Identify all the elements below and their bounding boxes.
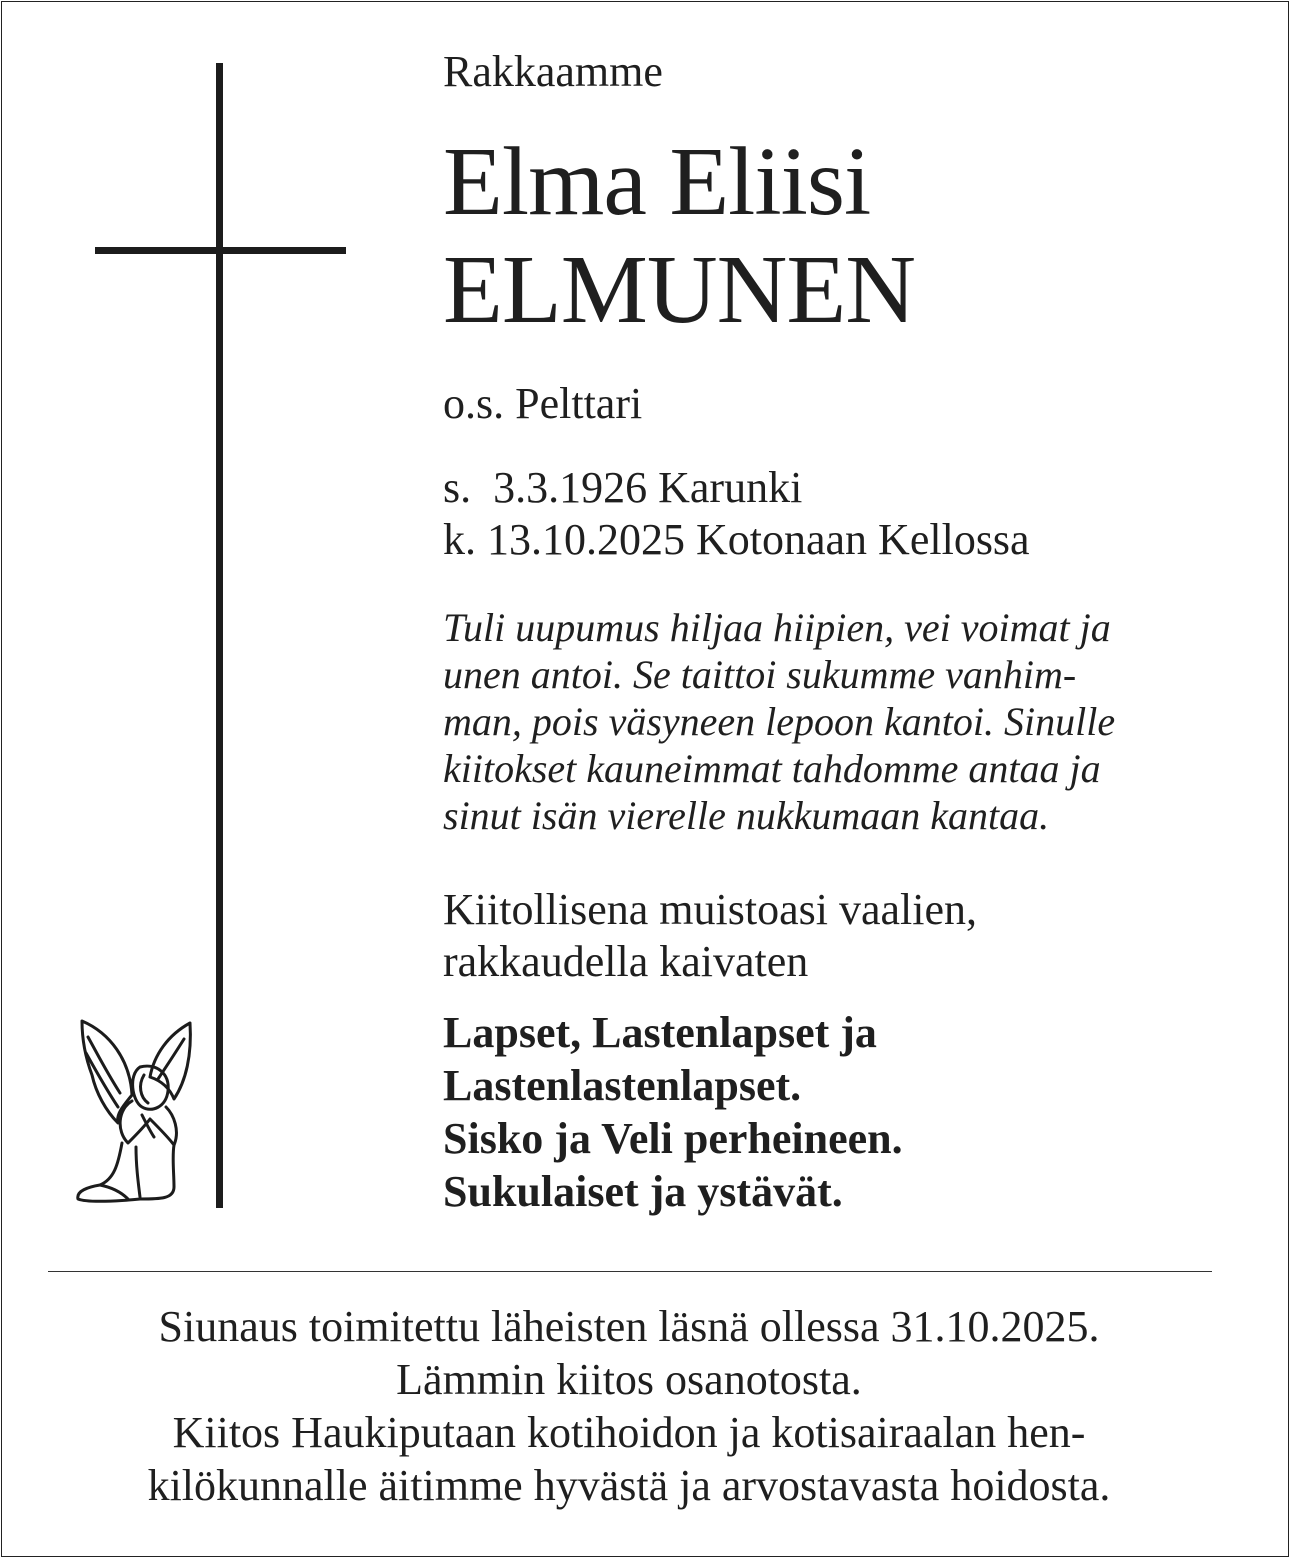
deceased-name bbox=[443, 128, 915, 344]
footer-line: Siunaus toimitettu läheisten läsnä ollessa 31.10.2025. bbox=[158, 1302, 1100, 1351]
mourner-line: Lastenlastenlapset. bbox=[443, 1061, 802, 1110]
mourners-list bbox=[443, 1006, 903, 1218]
poem-line: Tuli uupumus hiljaa hiipien, vei voimat ja bbox=[443, 605, 1111, 650]
mourner-line: Sukulaiset ja ystävät. bbox=[443, 1167, 843, 1216]
death-date: k. 13.10.2025 Kotonaan Kellossa bbox=[443, 515, 1030, 564]
divider bbox=[48, 1271, 1212, 1272]
intro-text: Rakkaamme bbox=[443, 47, 663, 96]
poem-line: man, pois väsyneen lepoon kantoi. Sinulle bbox=[443, 699, 1116, 744]
footer-line: kilökunnalle äitimme hyvästä ja arvostavasta hoidosta. bbox=[147, 1461, 1111, 1510]
remembrance-line: rakkaudella kaivaten bbox=[443, 937, 809, 986]
mourner-line: Sisko ja Veli perheineen. bbox=[443, 1114, 903, 1163]
remembrance-line: Kiitollisena muistoasi vaalien, bbox=[443, 885, 978, 934]
memorial-poem bbox=[443, 604, 1243, 839]
first-names: Elma Eliisi bbox=[443, 128, 871, 236]
life-dates bbox=[443, 462, 1030, 566]
angel-icon bbox=[70, 1015, 200, 1210]
maiden-name: o.s. Pelttari bbox=[443, 379, 643, 428]
poem-line: kiitokset kauneimmat tahdomme antaa ja bbox=[443, 746, 1101, 791]
cross-vertical-bar bbox=[216, 63, 223, 1208]
poem-line: unen antoi. Se taittoi sukumme vanhim- bbox=[443, 652, 1077, 697]
remembrance-text bbox=[443, 884, 977, 988]
mourner-line: Lapset, Lastenlapset ja bbox=[443, 1008, 877, 1057]
poem-line: sinut isän vierelle nukkumaan kantaa. bbox=[443, 793, 1050, 838]
surname: ELMUNEN bbox=[443, 236, 916, 344]
cross-horizontal-bar bbox=[95, 247, 346, 254]
footer-line: Lämmin kiitos osanotosta. bbox=[396, 1355, 862, 1404]
birth-date: s. 3.3.1926 Karunki bbox=[443, 463, 803, 512]
footer-notice bbox=[0, 1300, 1258, 1512]
footer-line: Kiitos Haukiputaan kotihoidon ja kotisairaalan hen- bbox=[172, 1408, 1086, 1457]
